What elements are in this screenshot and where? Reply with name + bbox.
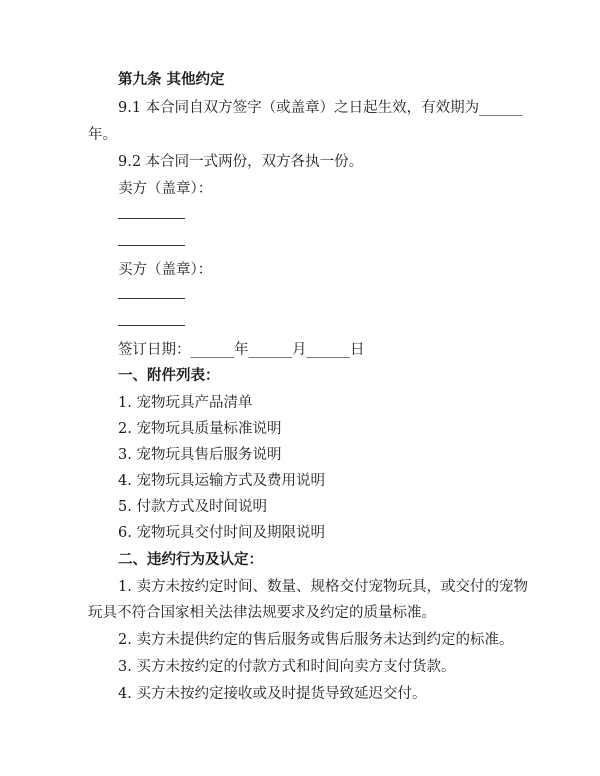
breach-item-2: 2. 卖方未提供约定的售后服务或售后服务未达到约定的标准。 xyxy=(118,632,514,648)
breach-item-3: 3. 买方未按约定的付款方式和时间向卖方支付货款。 xyxy=(118,659,456,675)
appendix-item: 4. 宠物玩具运输方式及费用说明 xyxy=(118,473,325,489)
breach-item-1: 1. 卖方未按约定时间、数量、规格交付宠物玩具，或交付的宠物 xyxy=(118,579,528,595)
breach-item-4: 4. 买方未按约定接收或及时提货导致延迟交付。 xyxy=(118,686,427,702)
clause-9-1: 9.1 本合同自双方签字（或盖章）之日起生效，有效期为______ xyxy=(118,100,523,116)
breach-item-1-continued: 玩具不符合国家相关法律法规要求及约定的质量标准。 xyxy=(88,605,436,621)
section-heading: 第九条 其他约定 xyxy=(118,72,225,88)
buyer-signature-line xyxy=(118,298,185,299)
buyer-signature-line xyxy=(118,325,185,326)
clause-9-1-continued: 年。 xyxy=(88,127,117,143)
appendix-item: 6. 宠物玩具交付时间及期限说明 xyxy=(118,525,325,541)
appendix-item: 5. 付款方式及时间说明 xyxy=(118,499,267,515)
appendix-item: 3. 宠物玩具售后服务说明 xyxy=(118,447,282,463)
appendix-item: 2. 宠物玩具质量标准说明 xyxy=(118,421,282,437)
buyer-seal-label: 买方（盖章）： xyxy=(118,262,213,278)
seller-signature-line xyxy=(118,245,185,246)
appendix-item: 1. 宠物玩具产品清单 xyxy=(118,395,253,411)
seller-signature-line xyxy=(118,218,185,219)
appendix-heading: 一、附件列表： xyxy=(118,368,220,384)
clause-9-2: 9.2 本合同一式两份，双方各执一份。 xyxy=(118,154,364,170)
sign-date: 签订日期：______年______月______日 xyxy=(118,342,365,358)
seller-seal-label: 卖方（盖章）： xyxy=(118,181,213,197)
breach-heading: 二、违约行为及认定： xyxy=(118,552,263,568)
